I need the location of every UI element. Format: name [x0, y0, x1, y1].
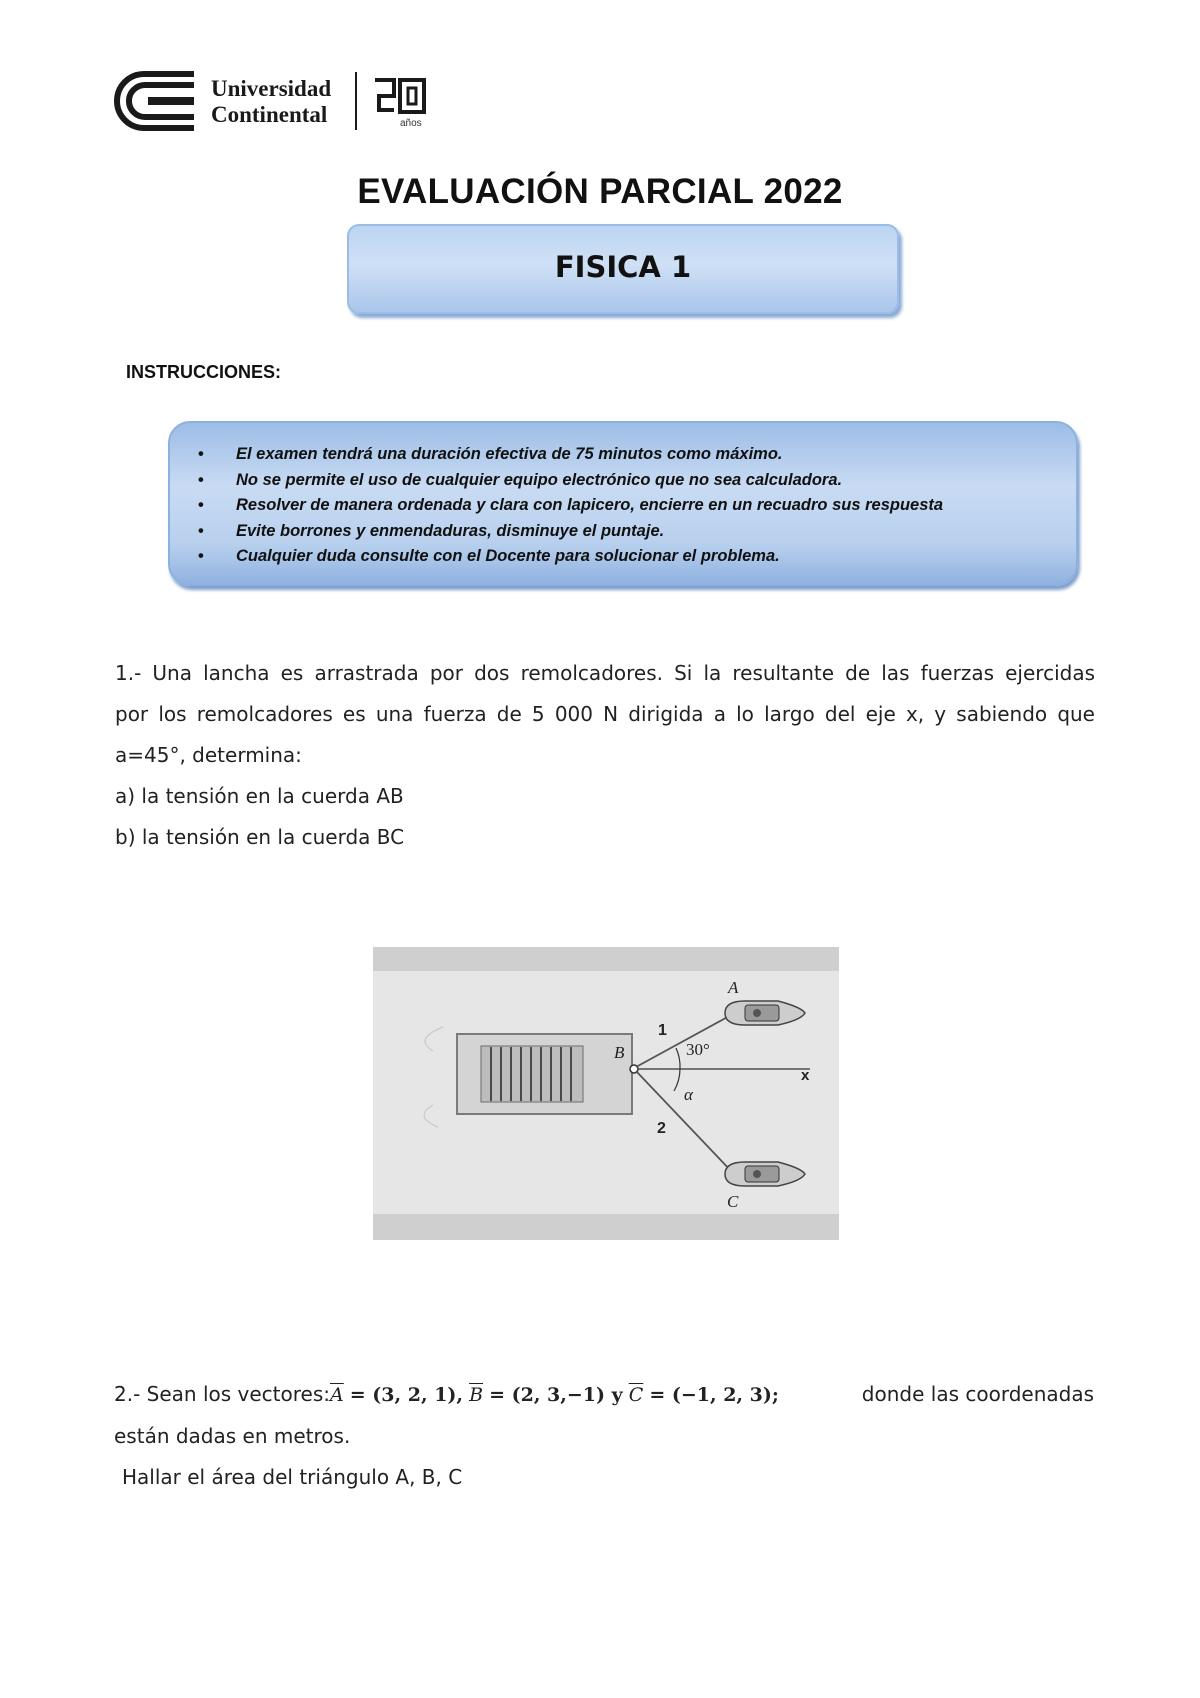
anniversary-20-icon — [372, 76, 428, 116]
instructions-list — [198, 442, 943, 570]
label-rope-2: 2 — [657, 1120, 666, 1137]
label-c: C — [727, 1192, 739, 1211]
question-1-part-b: b) la tensión en la cuerda BC — [115, 825, 405, 849]
page-title: EVALUACIÓN PARCIAL 2022 — [357, 172, 843, 211]
vector-c-value: = (−1, 2, 3); — [649, 1384, 779, 1406]
label-angle-30: 30° — [686, 1040, 710, 1059]
barge — [457, 1034, 638, 1114]
instructions-box — [168, 421, 1078, 586]
vector-a-value: = (3, 2, 1), — [349, 1384, 464, 1406]
instruction-item: • No se permite el uso de cualquier equipo electrónico que no sea calculadora. — [198, 468, 943, 494]
vector-c-symbol: $\overline{C}$ — [628, 1384, 644, 1406]
question-1-line1: 1.- Una lancha es arrastrada por dos remolcadores. Si la resultante de las fuerzas ejercidas — [115, 661, 1095, 685]
question-2-tail: donde las coordenadas — [861, 1382, 1094, 1406]
question-1-line2: por los remolcadores es una fuerza de 5 000 N dirigida a lo largo del eje x, y sabiendo que — [115, 702, 1095, 726]
instructions-label: INSTRUCCIONES: — [126, 362, 282, 382]
question-2-intro: 2.- Sean los vectores: — [114, 1382, 330, 1406]
bank-top — [373, 947, 839, 971]
logo-mark-icon — [114, 70, 198, 132]
label-a: A — [728, 978, 739, 997]
label-b: B — [614, 1043, 625, 1062]
vector-b-value: = (2, 3,−1) y — [489, 1384, 623, 1406]
instruction-item: • Cualquier duda consulte con el Docente para solucionar el problema. — [198, 544, 943, 570]
subject-title: FISICA 1 — [554, 250, 692, 284]
university-logo — [114, 70, 434, 134]
instruction-item: • El examen tendrá una duración efectiva de 75 minutos como máximo. — [198, 442, 943, 468]
bank-bottom — [373, 1214, 839, 1240]
question-2-line2: están dadas en metros. — [114, 1424, 351, 1448]
vector-b-symbol: $\overline{B}$ — [469, 1384, 484, 1406]
question-1 — [115, 653, 1095, 858]
question-2-line3: Hallar el área del triángulo A, B, C — [122, 1465, 463, 1489]
logo-line1: Universidad — [211, 76, 332, 101]
vector-a-symbol: $\overline{A}$ — [329, 1384, 344, 1406]
question-2 — [114, 1374, 1094, 1498]
label-rope-1: 1 — [658, 1022, 667, 1039]
question-2-line1 — [114, 1374, 1094, 1416]
anniversary-label: años — [400, 118, 422, 129]
logo-line2: Continental — [211, 102, 328, 127]
question-1-line3: a=45°, determina: — [115, 743, 302, 767]
subject-banner — [347, 224, 899, 314]
tugboat-figure — [373, 947, 839, 1240]
instruction-item: • Resolver de manera ordenada y clara con lapicero, encierre en un recuadro sus respuesta — [198, 493, 943, 519]
label-axis-x: x — [801, 1067, 810, 1084]
logo-divider — [355, 72, 357, 130]
question-1-part-a: a) la tensión en la cuerda AB — [115, 784, 404, 808]
label-angle-alpha: α — [684, 1085, 693, 1104]
instruction-item: • Evite borrones y enmendaduras, disminuye el puntaje. — [198, 519, 943, 545]
